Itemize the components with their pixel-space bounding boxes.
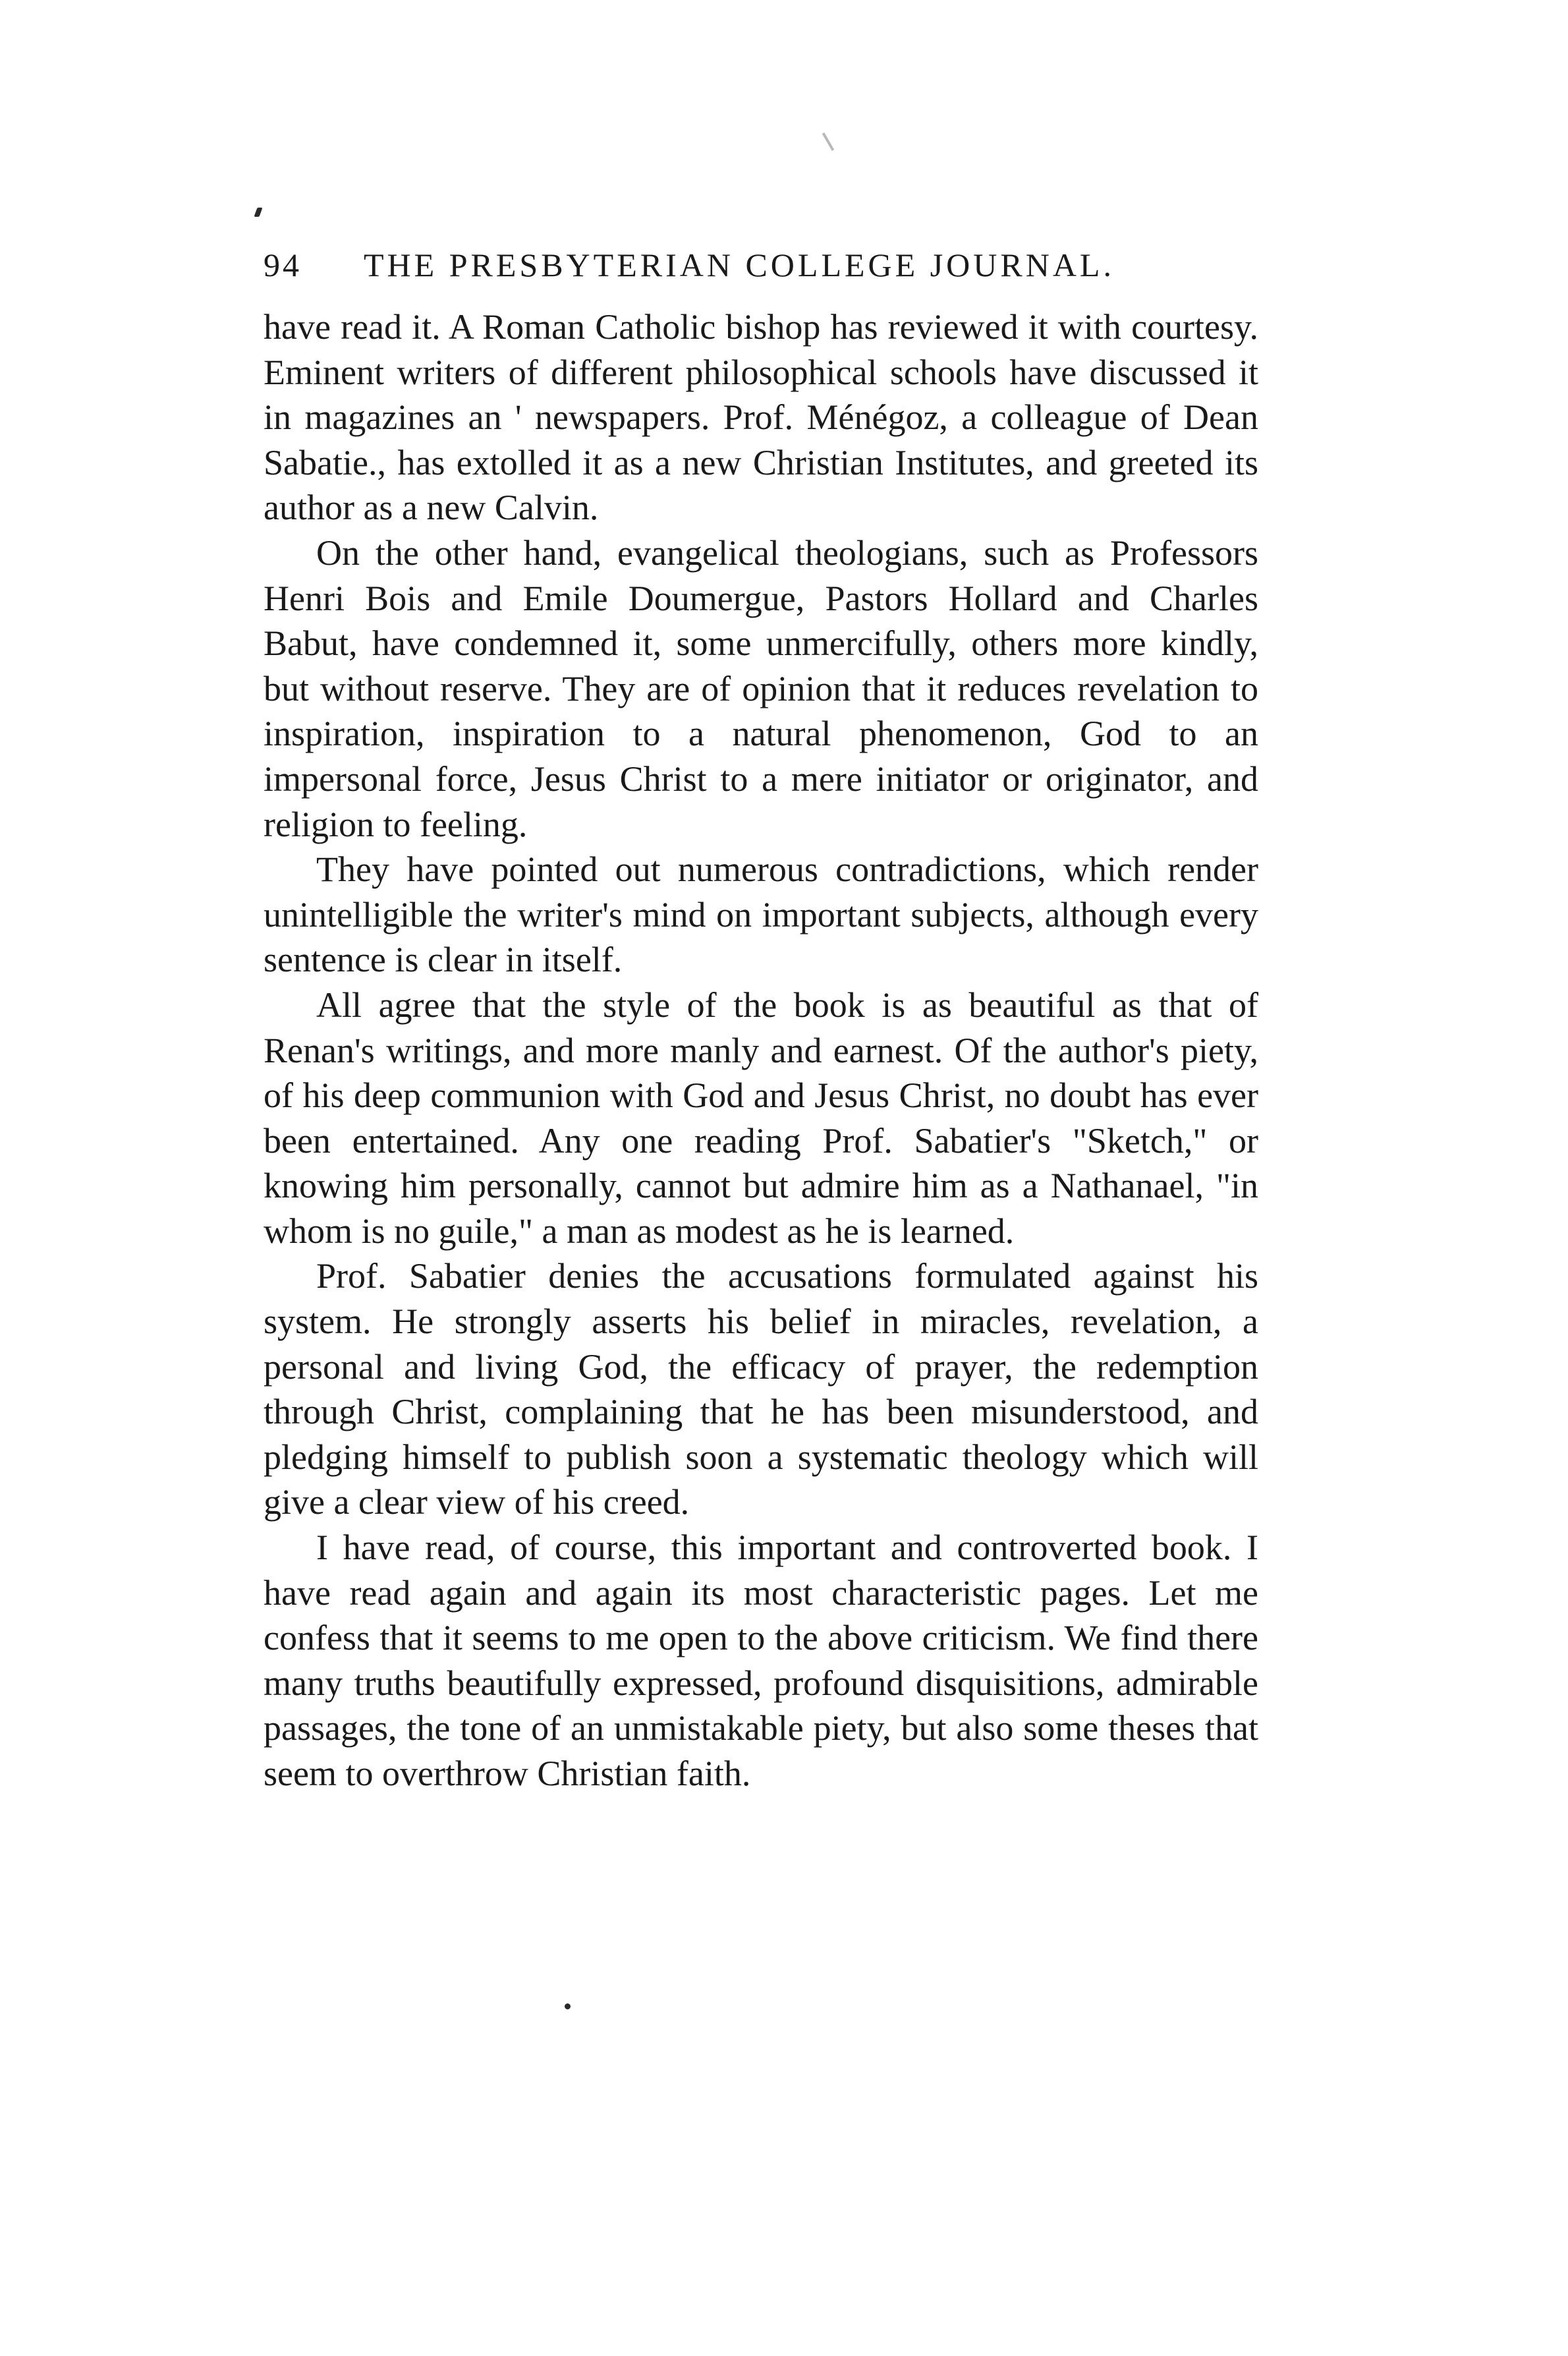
running-head: THE PRESBYTERIAN COLLEGE JOURNAL. xyxy=(364,246,1115,283)
paragraph: I have read, of course, this important and controverted book. I have read again and again its most characteristic pages. Let me confess that it seems to me open to the above criticism. We find there many truths beautifully expressed, profound disquisitions, admirable passages, the tone of an unmistakable piety, but also some theses that seem to overthrow Christian faith. xyxy=(264,1528,1258,1793)
paragraph: They have pointed out numerous contradictions, which render unintelligible the writer's mind on important subjects, although every sentence is clear in itself. xyxy=(264,849,1258,980)
scan-mark xyxy=(254,208,262,217)
paragraph: All agree that the style of the book is as beautiful as that of Renan's writings, and more manly and earnest. Of the author's piety, of his deep communion with God and Jesus Christ, no doubt has ever been entertained. Any one reading Prof. Sabatier's "Sketch," or knowing him personally, cannot but admire him as a Nathanael, "in whom is no guile," a man as modest as he is learned. xyxy=(264,985,1258,1251)
page-number: 94 xyxy=(264,246,302,283)
paragraph: Prof. Sabatier denies the accusations formulated against his system. He strongly asserts his belief in miracles, revelation, a personal and living God, the efficacy of prayer, the redemption through Christ, complaining that he has been misunderstood, and pledging himself to publish soon a systematic theology which will give a clear view of his creed. xyxy=(264,1256,1258,1522)
paragraph: have read it. A Roman Catholic bishop has reviewed it with courtesy. Eminent writers of different philosophical schools have discussed it in magazines an ' newspapers. Prof. Ménégoz, a colleague of Dean Sabatie., has extolled it as a new Christian Institutes, and greeted its author as a new Calvin. xyxy=(264,307,1258,528)
scan-mark xyxy=(565,2003,571,2009)
page-header xyxy=(264,239,1278,291)
body-text xyxy=(264,304,1258,1796)
scan-mark xyxy=(822,132,834,151)
paragraph: On the other hand, evangelical theologians, such as Professors Henri Bois and Emile Doumergue, Pastors Hollard and Charles Babut, have condemned it, some unmercifully, others more kindly, but without reserve. They are of opinion that it reduces revelation to inspiration, inspiration to a natural phenomenon, God to an impersonal force, Jesus Christ to a mere initiator or originator, and religion to feeling. xyxy=(264,532,1258,844)
